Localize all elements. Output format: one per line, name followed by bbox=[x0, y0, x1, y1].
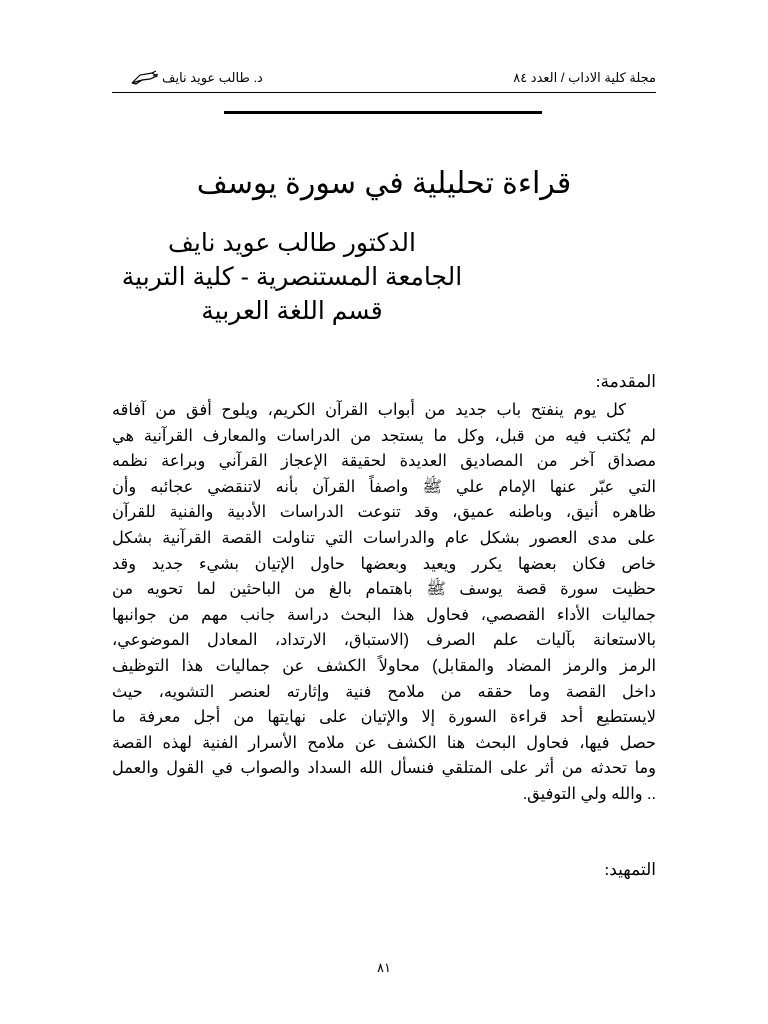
header-rule bbox=[112, 92, 656, 93]
paragraph-line: خاص فكان بعضها يكرر ويعيد وبعضها حاول الإتيان بشيء جديد وقد bbox=[112, 554, 656, 573]
pen-hand-icon bbox=[130, 70, 160, 86]
paragraph-line: ظاهره أنيق، وباطنه عميق، وقد تنوعت الدراسات الأدبية والفنية للقرآن bbox=[112, 503, 656, 522]
journal-name: مجلة كلية الاداب / العدد ٨٤ bbox=[513, 70, 656, 85]
prelude-heading: التمهيد: bbox=[604, 860, 656, 879]
paragraph-line: بالاستعانة بآليات علم الصرف (الاستباق، الارتداد، المعادل الموضوعي، bbox=[112, 631, 656, 650]
paragraph-line: جماليات الأداء القصصي، فحاول هذا البحث دراسة جانب مهم من جوانبها bbox=[112, 605, 656, 624]
paragraph-line: .. والله ولي التوفيق. bbox=[522, 784, 656, 803]
paragraph-line: التي عبّر عنها الإمام علي ﷺ واصفاً القرآن بأنه لاتنقضي عجائبه وأن bbox=[112, 477, 656, 496]
paper-title: قراءة تحليلية في سورة يوسف bbox=[196, 167, 572, 200]
paragraph-line: الرمز والرمز المضاد والمقابل) محاولاً الكشف عن جماليات هذا التوظيف bbox=[112, 656, 656, 675]
author-affiliation: الجامعة المستنصرية - كلية التربية bbox=[121, 263, 463, 291]
header-author bbox=[130, 70, 263, 86]
introduction-paragraph bbox=[112, 398, 656, 808]
running-header bbox=[112, 68, 656, 88]
author-department: قسم اللغة العربية bbox=[201, 297, 383, 325]
paragraph-line: مصداق آخر من المصاديق العديدة لحقيقة الإعجاز القرآني وبراعة نظمه bbox=[112, 452, 656, 471]
paragraph-line: داخل القصة وما حققه من ملامح فنية وإثارته لعنصر التشويه، حيث bbox=[112, 682, 656, 701]
paragraph-line: على مدى العصور بشكل عام والدراسات التي تناولت القصة القرآنية بشكل bbox=[112, 528, 656, 547]
page-number: ٨١ bbox=[377, 961, 391, 976]
introduction-heading: المقدمة: bbox=[595, 372, 656, 391]
paragraph-line: كل يوم ينفتح باب جديد من أبواب القرآن الكريم، ويلوح أفق من آفاقه bbox=[112, 401, 626, 419]
author-name: الدكتور طالب عويد نايف bbox=[168, 229, 416, 257]
paragraph-line: لم يُكتب فيه من قبل، وكل ما يستجد من الدراسات والمعارف القرآنية هي bbox=[112, 426, 656, 445]
author-block bbox=[112, 226, 472, 328]
paragraph-line: حظيت سورة قصة يوسف ﷺ باهتمام بالغ من الباحثين لما تحويه من bbox=[112, 580, 656, 599]
header-author-name: د. طالب عويد نايف bbox=[162, 70, 263, 85]
header-thick-rule bbox=[224, 111, 542, 114]
paragraph-line: لايستطيع أحد قراءة السورة إلا والإتيان على نهايتها من أجل معرفة ما bbox=[112, 708, 656, 727]
paragraph-line: وما تحدثه من أثر على المتلقي فنسأل الله السداد والصواب في القول والعمل bbox=[112, 759, 656, 778]
paragraph-line: حصل فيها، فحاول البحث هنا الكشف عن ملامح الأسرار الفنية لهذه القصة bbox=[112, 733, 656, 752]
